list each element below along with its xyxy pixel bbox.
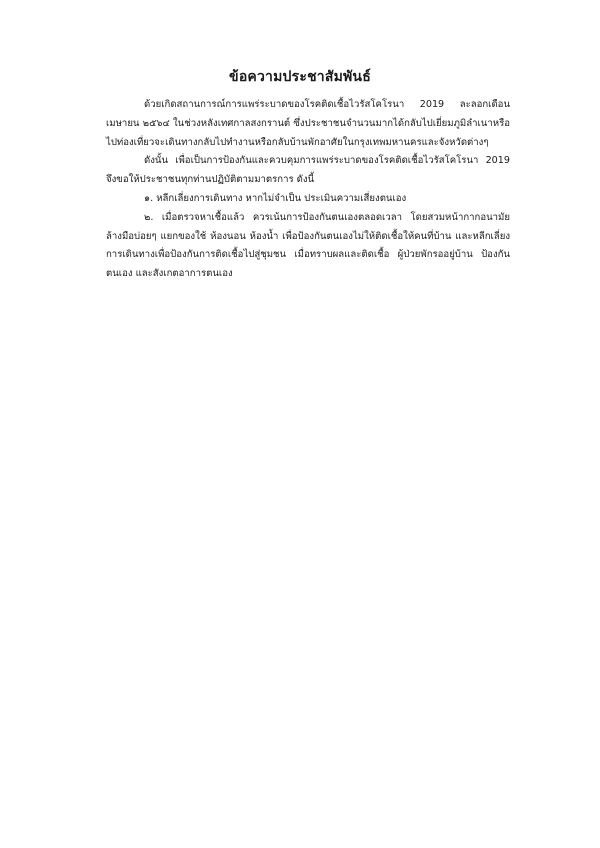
document-title: ข้อความประชาสัมพันธ์ <box>229 69 371 85</box>
paragraph-measures-intro: ดังนั้น เพื่อเป็นการป้องกันและควบคุมการแพร่ระบาดของโรคติดเชื้อไวรัสโคโรนา 2019 จึงขอให้ประชาชนทุกท่านปฏิบัติตามมาตรการ ดังนี้ <box>106 155 510 186</box>
measure-item-2: ๒. เมื่อตรวจหาเชื้อแล้ว ควรเน้นการป้องกันตนเองตลอดเวลา โดยสวมหน้ากากอนามัย ล้างมือบ่อยๆ แยกของใช้ ห้องนอน ห้องน้ำ เพื่อป้องกันตนเองไม่ให้ติดเชื้อให้คนที่บ้าน และหลีกเลี่ยงการเดินทางเพื่อป้องกันการติดเชื้อไปสู่ชุมชน เมื่อทราบผลและติดเชื้อ ผู้ป่วยพักรออยู่บ้าน ป้องกันตนเอง และสังเกตอาการตนเอง <box>106 211 510 280</box>
document-body <box>106 96 510 284</box>
measure-item-1: ๑. หลีกเลี่ยงการเดินทาง หากไม่จำเป็น ประเมินความเสี่ยงตนเอง <box>144 192 407 204</box>
paragraph-situation: ด้วยเกิดสถานการณ์การแพร่ระบาดของโรคติดเชื้อไวรัสโคโรนา 2019 ละลอกเดือนเมษายน ๒๕๖๔ ในช่วงหลังเทศกาลสงกรานต์ ซึ่งประชาชนจำนวนมากได้กลับไปเยี่ยมภูมิลำเนาหรือไปท่องเที่ยวจะเดินทางกลับไปทำงานหรือกลับบ้านพักอาศัยในกรุงเทพมหานครและจังหวัดต่างๆ <box>106 99 510 148</box>
